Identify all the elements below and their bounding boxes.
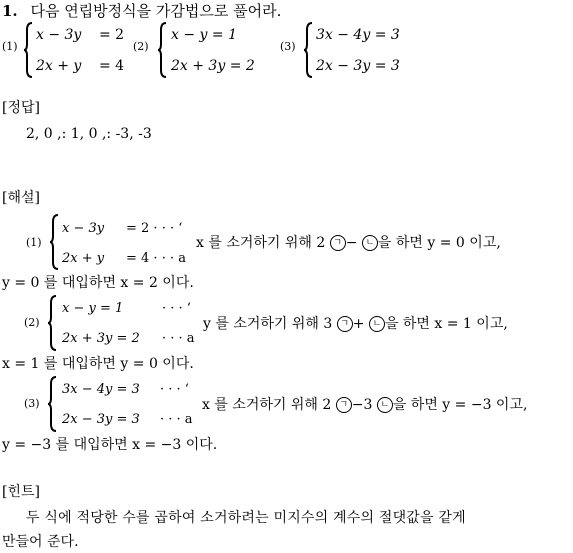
operator: − — [345, 235, 358, 251]
left-brace-icon — [158, 22, 167, 78]
description-prefix: y 를 소거하기 위해 3 — [203, 316, 333, 332]
problem-part-label: (3) — [280, 40, 296, 53]
equation-rhs: = 4 · · · a — [126, 251, 186, 266]
circled-giyeok-icon: ㄱ — [336, 397, 352, 413]
answer-text: 2, 0 ,: 1, 0 ,: -3, -3 — [26, 126, 152, 142]
equation: 3x − 4y = 3 — [316, 27, 400, 43]
equation-lhs: x − y = 1 — [62, 301, 124, 316]
circled-nieun-icon: ㄴ — [362, 235, 378, 251]
explanation-description — [202, 397, 527, 414]
equation: 2x − 3y = 3 — [316, 58, 400, 74]
left-brace-icon — [24, 22, 33, 78]
description-prefix: x 를 소거하기 위해 2 — [196, 235, 326, 251]
left-brace-icon — [48, 295, 57, 351]
explanation-description — [203, 316, 508, 333]
hint-line: 두 식에 적당한 수를 곱하여 소거하려는 미지수의 계수의 절댓값을 같게 — [26, 510, 466, 526]
explanation-continuation: y = −3 를 대입하면 x = −3 이다. — [2, 437, 218, 453]
operator: + — [352, 316, 365, 332]
explanation-part-label: (3) — [24, 397, 40, 410]
problem-part-label: (1) — [2, 40, 18, 53]
problem-instruction: 다음 연립방정식을 가감법으로 풀어라. — [30, 2, 282, 20]
description-suffix: 을 하면 y = 0 이고, — [377, 235, 501, 251]
equation-rhs: · · · ‘ — [160, 382, 189, 397]
explanation-continuation: x = 1 를 대입하면 y = 0 이다. — [2, 356, 194, 372]
equation-lhs: 2x − 3y = 3 — [62, 412, 140, 427]
equation-rhs: = 4 — [99, 58, 125, 74]
equation-rhs: · · · ‘ — [162, 301, 191, 316]
problem-part-label: (2) — [133, 40, 149, 53]
explanation-heading: [해설] — [2, 190, 40, 206]
equation-lhs: 2x + y — [36, 58, 82, 74]
equation-lhs: 2x + 3y = 2 — [62, 331, 140, 346]
circled-giyeok-icon: ㄱ — [330, 235, 346, 251]
explanation-part-label: (2) — [24, 316, 40, 329]
hint-heading: [힌트] — [2, 484, 40, 500]
description-prefix: x 를 소거하기 위해 2 — [202, 397, 332, 413]
equation-rhs: · · · a — [162, 331, 195, 346]
equation-lhs: x − 3y — [62, 221, 105, 236]
equation-lhs: 3x − 4y = 3 — [62, 382, 140, 397]
circled-giyeok-icon: ㄱ — [337, 316, 353, 332]
equation-rhs: = 2 — [99, 27, 125, 43]
left-brace-icon — [50, 214, 59, 270]
equation-lhs: 2x + y — [62, 251, 105, 266]
problem-header — [2, 2, 281, 20]
description-suffix: 을 하면 y = −3 이고, — [392, 397, 528, 413]
explanation-description — [196, 235, 501, 252]
answer-heading: [정답] — [2, 100, 40, 116]
explanation-continuation: y = 0 를 대입하면 x = 2 이다. — [2, 275, 194, 291]
equation-rhs: = 2 · · · ‘ — [126, 221, 183, 236]
equation: 2x + 3y = 2 — [171, 58, 255, 74]
equation: x − y = 1 — [171, 27, 237, 43]
left-brace-icon — [304, 22, 313, 78]
description-suffix: 을 하면 x = 1 이고, — [384, 316, 508, 332]
hint-line: 만들어 준다. — [2, 534, 79, 550]
explanation-part-label: (1) — [26, 236, 42, 249]
equation-lhs: x − 3y — [36, 27, 82, 43]
problem-number: 1. — [2, 2, 18, 20]
circled-nieun-icon: ㄴ — [369, 316, 385, 332]
circled-nieun-icon: ㄴ — [377, 397, 393, 413]
operator: −3 — [351, 397, 373, 413]
equation-rhs: · · · a — [160, 412, 193, 427]
left-brace-icon — [48, 376, 57, 432]
